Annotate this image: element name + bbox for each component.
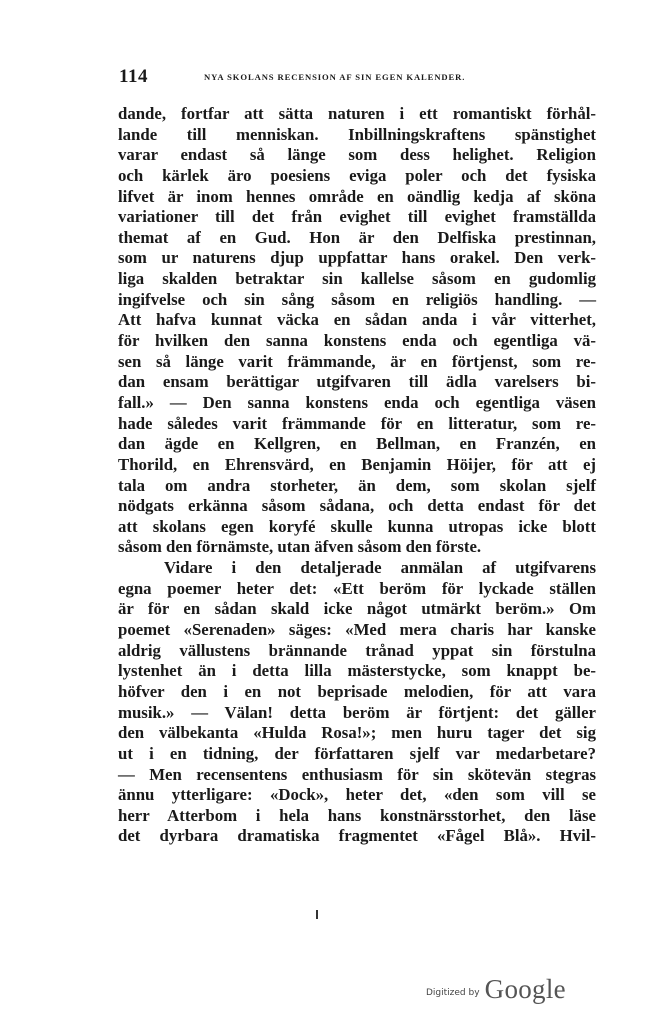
body-text bbox=[118, 104, 596, 847]
text-line: nödgats erkänna såsom sådana, och detta endast för det bbox=[118, 496, 596, 516]
google-logo: Google bbox=[484, 974, 566, 1004]
text-line: tala om andra storheter, än dem, som skolan sjelf bbox=[118, 475, 596, 495]
text-line: Thorild, en Ehrensvärd, en Benjamin Höijer, för att ej bbox=[118, 454, 596, 474]
text-line: den välbekanta «Hulda Rosa!»; men huru tager det sig bbox=[118, 723, 596, 743]
text-line: ut i en tidning, der författaren sjelf var medarbetare? bbox=[118, 743, 596, 763]
text-line: ingifvelse och sin sång såsom en religiös handling. — bbox=[118, 289, 596, 309]
text-line: dande, fortfar att sätta naturen i ett romantiskt förhål- bbox=[118, 104, 596, 123]
page-number: 114 bbox=[119, 66, 148, 87]
text-line: fall.» — Den sanna konstens enda och egentliga väsen bbox=[118, 392, 596, 412]
text-line: dan ägde en Kellgren, en Bellman, en Franzén, en bbox=[118, 434, 596, 454]
text-line: varar endast så länge som dess helighet. Religion bbox=[118, 145, 596, 165]
text-line: lande till menniskan. Inbillningskraftens spänstighet bbox=[118, 124, 596, 144]
text-line: poemet «Serenaden» säges: «Med mera charis har kanske bbox=[118, 620, 596, 640]
text-line: ännu ytterligare: «Dock», heter det, «den som vill se bbox=[118, 785, 596, 805]
text-line: att skolans egen koryfé skulle kunna utropas icke blott bbox=[118, 516, 596, 536]
text-line: är för en sådan skald icke något utmärkt beröm.» Om bbox=[118, 599, 596, 619]
text-line: liga skalden betraktar sin kallelse såsom en gudomlig bbox=[118, 269, 596, 289]
text-line: för hvilken den sanna konstens enda och egentliga vä- bbox=[118, 331, 596, 351]
text-line: det dyrbara dramatiska fragmentet «Fågel Blå». Hvil- bbox=[118, 826, 596, 846]
text-line: variationer till det från evighet till evighet framställda bbox=[118, 207, 596, 227]
page-header bbox=[119, 66, 596, 90]
digitization-watermark bbox=[426, 974, 566, 1005]
text-line-paragraph-end: såsom den förnämste, utan äfven såsom den förste. bbox=[118, 537, 482, 557]
text-line: hade således varit främmande för en litteratur, som re- bbox=[118, 413, 596, 433]
text-line: sen så länge varit främmande, är en förtjenst, som re- bbox=[118, 351, 596, 371]
text-line-paragraph-start: Vidare i den detaljerade anmälan af utgifvarens bbox=[164, 558, 596, 578]
text-line: höfver den i en not beprisade melodien, för att vara bbox=[118, 681, 596, 701]
text-line: herr Atterbom i hela hans konstnärsstorhet, den läse bbox=[118, 805, 596, 825]
running-title: NYA SKOLANS RECENSION AF SIN EGEN KALENDER. bbox=[204, 72, 466, 82]
text-line: themat af en Gud. Hon är den Delfiska prestinnan, bbox=[118, 227, 596, 247]
text-line: egna poemer heter det: «Ett beröm för lyckade ställen bbox=[118, 578, 596, 598]
text-line: och kärlek äro poesiens eviga poler och det fysiska bbox=[118, 165, 596, 185]
text-line: aldrig vällustens brännande trånad yppat sin förstulna bbox=[118, 640, 596, 660]
text-line: lifvet är inom hennes område en oändlig kedja af sköna bbox=[118, 186, 596, 206]
print-mark bbox=[316, 910, 318, 919]
text-line: som ur naturens djup uppfattar hans orakel. Den verk- bbox=[118, 248, 596, 268]
text-line: musik.» — Välan! detta beröm är förtjent: det gäller bbox=[118, 702, 596, 722]
text-line: lystenhet än i detta lilla mästerstycke, som knappt be- bbox=[118, 661, 596, 681]
watermark-prefix: Digitized by bbox=[426, 988, 480, 998]
text-line: Att hafva kunnat väcka en sådan anda i vår vitterhet, bbox=[118, 310, 596, 330]
text-line: dan ensam berättigar utgifvaren till ädla varelsers bi- bbox=[118, 372, 596, 392]
text-line: — Men recensentens enthusiasm för sin skötevän stegras bbox=[118, 764, 596, 784]
